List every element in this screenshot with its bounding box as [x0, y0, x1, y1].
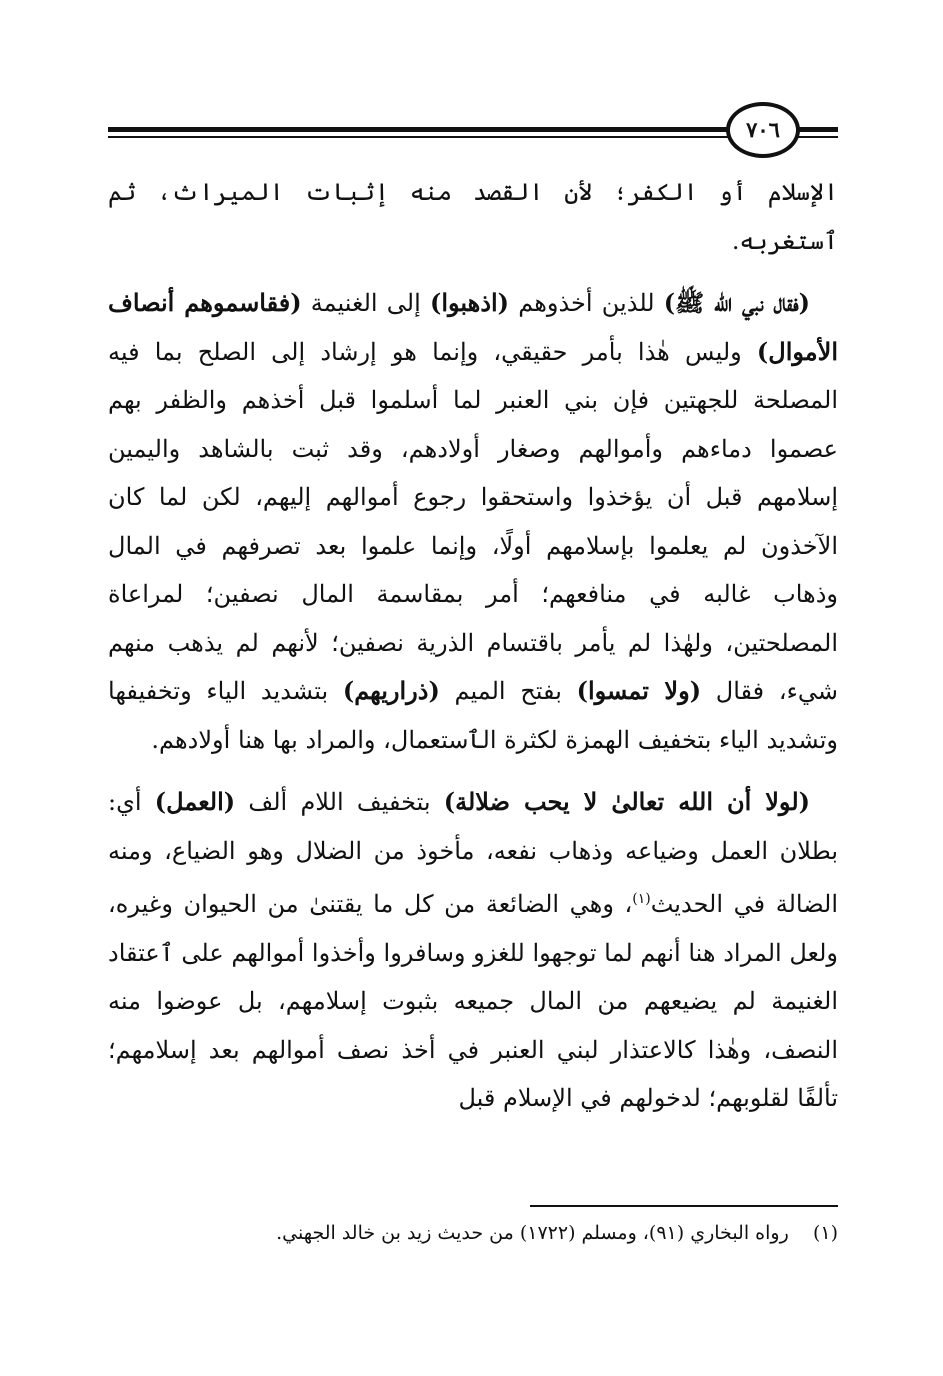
quoted-text: (فقاسموهم أنصاف الأموال): [108, 288, 838, 366]
footnote-reference: (١): [632, 891, 651, 907]
text-segment: للذين أخذوهم: [509, 289, 664, 317]
paragraph: [108, 168, 838, 265]
quoted-text: (لولا أن الله تعالىٰ لا يحب ضلالة): [443, 787, 810, 816]
body-text: [108, 168, 838, 1123]
quoted-text: (العمل): [154, 787, 236, 816]
paragraph: [108, 279, 838, 764]
quoted-text: (ذراريهم): [342, 676, 440, 705]
footnote-separator: [530, 1205, 838, 1207]
page-number: ٧٠٦: [726, 102, 800, 158]
footnote-text: رواه البخاري (٩١)، ومسلم (١٧٢٢) من حديث زيد بن خالد الجهني.: [276, 1222, 789, 1244]
quoted-text: (ولا تمسوا): [576, 676, 702, 705]
text-segment: بتخفيف اللام ألف: [235, 788, 444, 816]
text-segment: الإسلام أو الكفر؛ لأن القصد منه إثبات الميراث، ثم ٱستغربه.: [108, 178, 838, 255]
text-segment: ، وهي الضائعة من كل ما يقتنىٰ من الحيوان وغيره، ولعل المراد هنا أنهم لما توجهوا للغزو وسافروا وأخذوا أموالهم على ٱعتقاد الغنيمة لم يضيعهم من المال جميعه بثبوت إسلامهم، بل عوضوا منه النصف، وهٰذا كالاعتذار لبني العنبر في أخذ نصف أموالهم بعد إسلامهم؛ تألفًا لقلوبهم؛ لدخولهم في الإسلام قبل: [108, 890, 838, 1112]
quoted-text: (اذهبوا): [430, 288, 510, 317]
footnote-marker: (١): [812, 1222, 838, 1244]
footnote: [108, 1218, 838, 1248]
text-segment: وليس هٰذا بأمر حقيقي، وإنما هو إرشاد إلى الصلح بما فيه المصلحة للجهتين فإن بني العنبر لما أسلموا قبل أخذهم والظفر بهم عصموا دماءهم وأموالهم وصغار أولادهم، وقد ثبت بالشاهد واليمين إسلامهم قبل أن يؤخذوا واستحقوا رجوع أموالهم إليهم، لكن لما كان الآخذون لم يعلموا بإسلامهم أولًا، وإنما علموا بعد تصرفهم في المال وذهاب غالبه في منافعهم؛ أمر بمقاسمة المال نصفين؛ لمراعاة المصلحتين، ولهٰذا لم يأمر باقتسام الذرية نصفين؛ لأنهم لم يذهب منهم شيء، فقال: [108, 337, 839, 705]
text-segment: بفتح الميم: [439, 677, 577, 705]
paragraph: [108, 778, 838, 1123]
page-header: [108, 100, 838, 160]
text-segment: بتشديد الياء وتخفيفها وتشديد الياء بتخفيف الهمزة لكثرة الٱستعمال، والمراد بها هنا أولادهم.: [108, 677, 838, 754]
text-segment: إلى الغنيمة: [301, 289, 430, 317]
quoted-text: (فقال نبي الله ﷺ): [663, 288, 811, 317]
text-segment: أي: بطلان العمل وضياعه وذهاب نفعه، مأخوذ من الضلال وهو الضياع، ومنه الضالة في الحديث: [108, 788, 838, 918]
